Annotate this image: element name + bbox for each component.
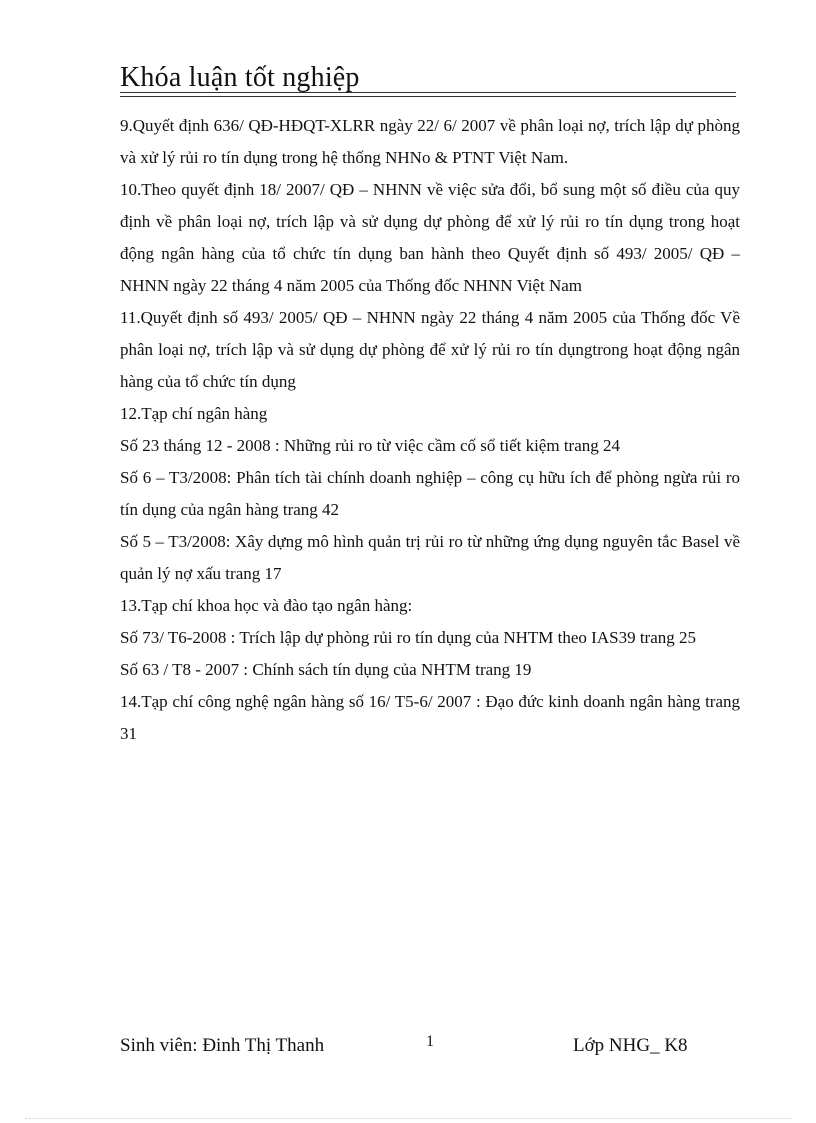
reference-item-9: 9.Quyết định 636/ QĐ-HĐQT-XLRR ngày 22/ 6/ 2007 về phân loại nợ, trích lập dự phòng và xử lý rủi ro tín dụng trong hệ thống NHNo & PTNT Việt Nam. — [120, 116, 740, 167]
reference-item-13a: Số 73/ T6-2008 : Trích lập dự phòng rủi ro tín dụng của NHTM theo IAS39 trang 25 — [120, 628, 697, 647]
footer-page-number: 1 — [426, 1033, 434, 1050]
page-header-title: Khóa luận tốt nghiệp — [120, 62, 360, 93]
header-double-rule — [120, 92, 736, 97]
reference-item-12-heading: 12.Tạp chí ngân hàng — [120, 404, 268, 423]
reference-item-13-heading: 13.Tạp chí khoa học và đào tạo ngân hàng: — [120, 596, 413, 615]
reference-item-10: 10.Theo quyết định 18/ 2007/ QĐ – NHNN về việc sửa đổi, bổ sung một số điều của quy định về phân loại nợ, trích lập và sử dụng dự phòng để xử lý rủi ro tín dụng trong hoạt động ngân hàng của tổ chức tín dụng ban hành theo Quyết định số 493/ 2005/ QĐ – NHNN ngày 22 tháng 4 năm 2005 của Thống đốc NHNN Việt Nam — [120, 180, 740, 295]
footer-student-name: Sinh viên: Đinh Thị Thanh — [120, 1035, 325, 1056]
reference-item-13b: Số 63 / T8 - 2007 : Chính sách tín dụng của NHTM trang 19 — [120, 660, 532, 679]
reference-list — [120, 110, 740, 750]
reference-item-12a: Số 23 tháng 12 - 2008 : Những rủi ro từ việc cầm cố sổ tiết kiệm trang 24 — [120, 436, 621, 455]
reference-item-12b: Số 6 – T3/2008: Phân tích tài chính doanh nghiệp – công cụ hữu ích để phòng ngừa rủi ro tín dụng của ngân hàng trang 42 — [120, 468, 740, 519]
reference-item-12c: Số 5 – T3/2008: Xây dựng mô hình quản trị rủi ro từ những ứng dụng nguyên tắc Basel về quản lý nợ xấu trang 17 — [120, 532, 740, 583]
reference-item-14: 14.Tạp chí công nghệ ngân hàng số 16/ T5-6/ 2007 : Đạo đức kinh doanh ngân hàng trang 31 — [120, 692, 740, 743]
footer-class: Lớp NHG_ K8 — [573, 1035, 688, 1056]
reference-item-11: 11.Quyết định số 493/ 2005/ QĐ – NHNN ngày 22 tháng 4 năm 2005 của Thống đốc Về phân loại nợ, trích lập và sử dụng dự phòng để xử lý rủi ro tín dụngtrong hoạt động ngân hàng của tổ chức tín dụng — [120, 308, 740, 391]
page-bottom-divider — [25, 1118, 791, 1119]
